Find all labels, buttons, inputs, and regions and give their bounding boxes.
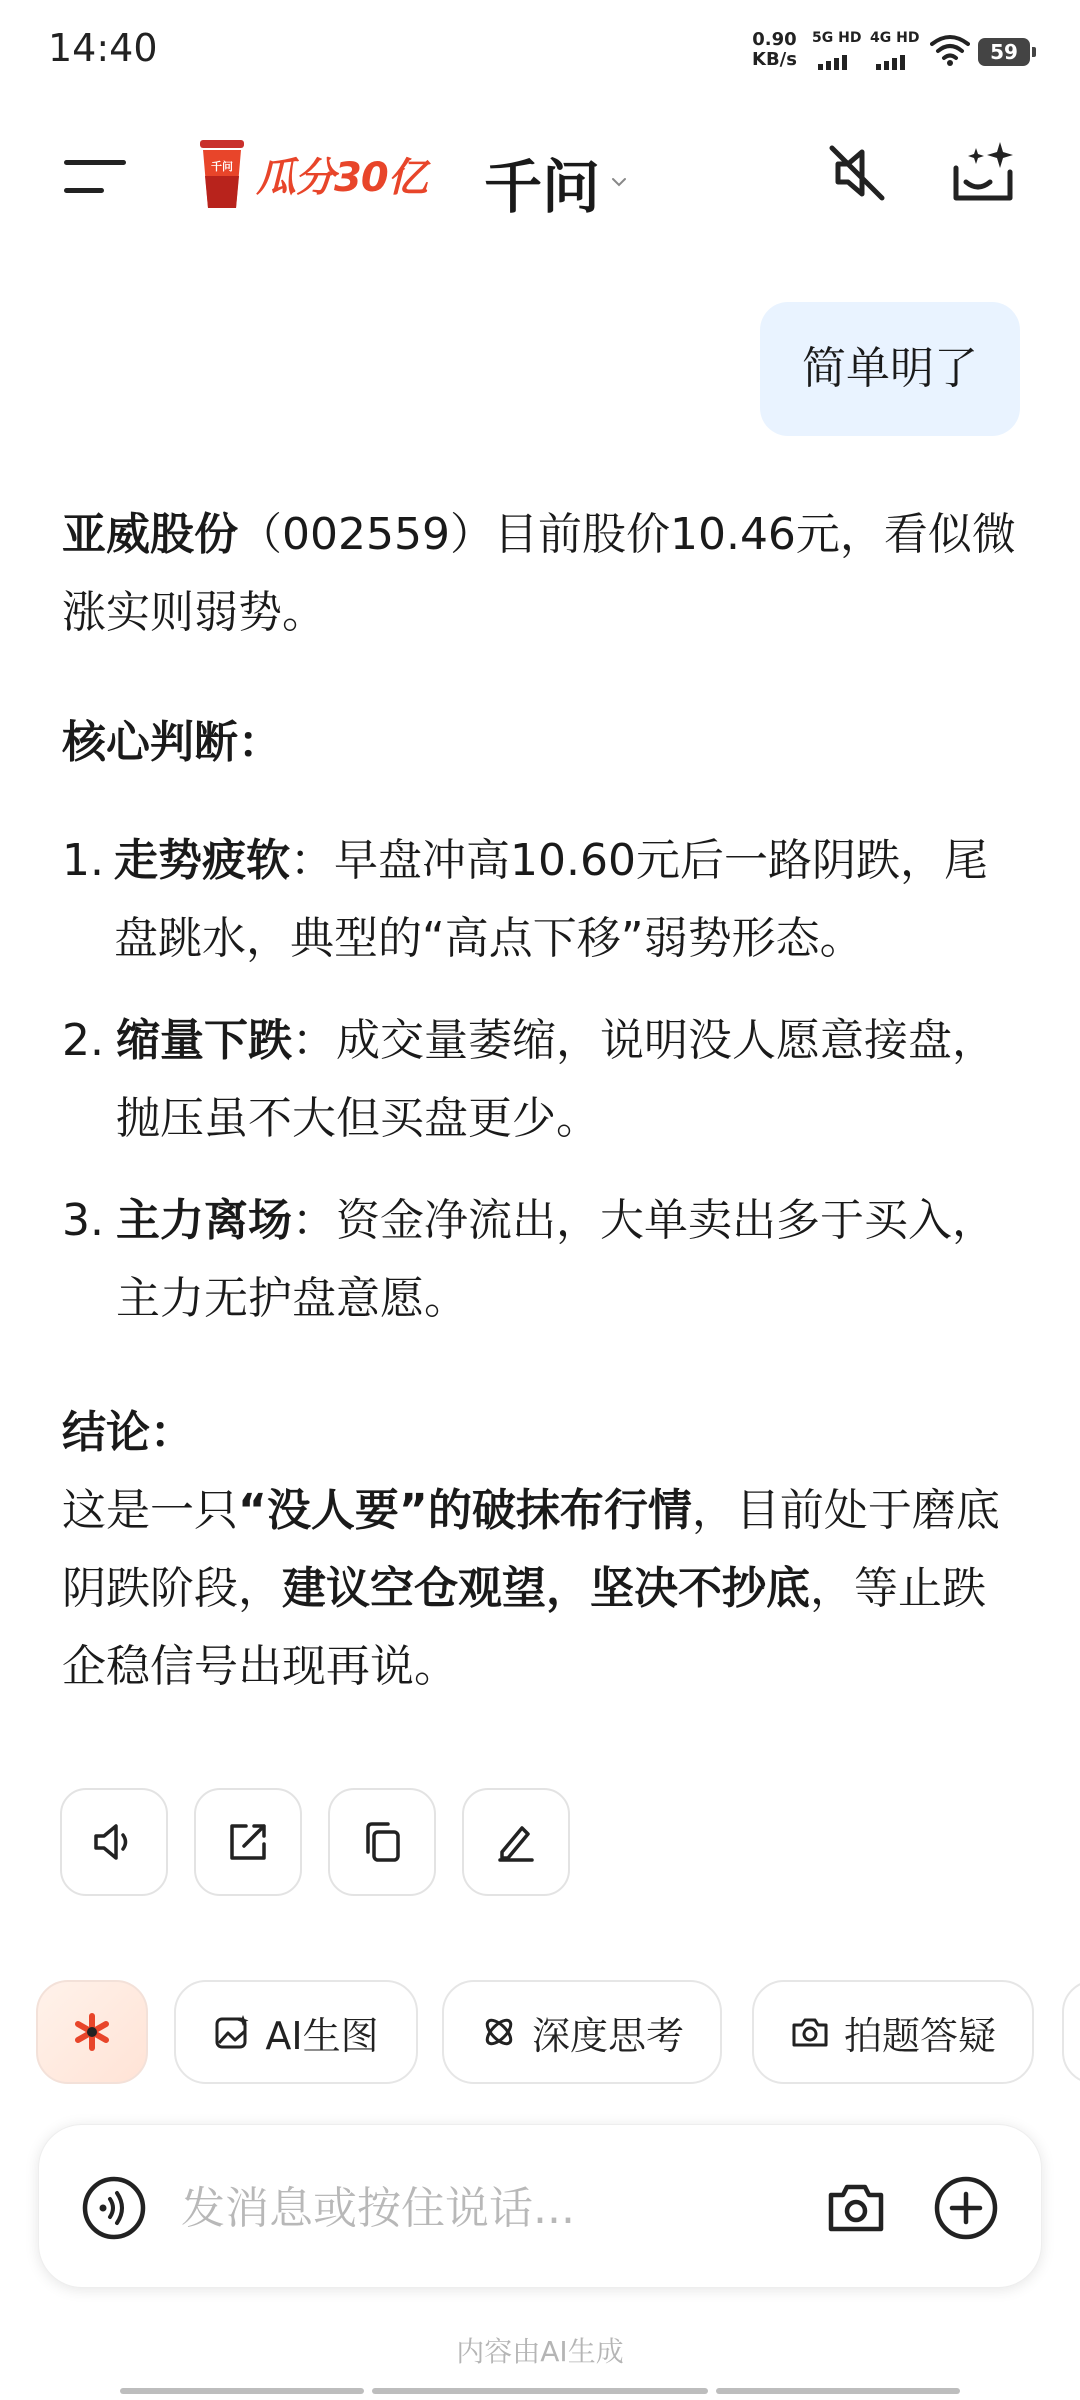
promo-text: 瓜分30亿 (256, 154, 427, 201)
ai-image-chip[interactable] (174, 1980, 418, 2084)
cup-label: 千问 (211, 160, 233, 173)
more-tool-chip[interactable] (1062, 1980, 1080, 2084)
spark-icon (70, 2010, 114, 2054)
network-speed-unit: KB/s (752, 49, 797, 70)
camera-question-icon (790, 2013, 830, 2051)
share-button[interactable] (194, 1788, 302, 1896)
copy-button[interactable] (328, 1788, 436, 1896)
quick-tools-bar (36, 1980, 1080, 2090)
wifi-icon (930, 34, 970, 66)
message-composer (38, 2124, 1042, 2288)
list-item (62, 1002, 1022, 1158)
signal-4g-icon (870, 30, 928, 70)
copy-icon (358, 1818, 406, 1866)
chevron-down-icon (610, 173, 628, 191)
ai-disclaimer: 内容由AI生成 (456, 2335, 624, 2368)
sim2-label: 4G HD (870, 30, 920, 46)
read-aloud-button[interactable] (60, 1788, 168, 1896)
list-item (62, 822, 1022, 978)
point-text: ：成交量萎缩，说明没人愿意接盘，抛压虽不大但买盘更少。 (116, 1015, 996, 1144)
menu-icon[interactable] (64, 156, 126, 196)
conclusion-highlight-2: 建议空仓观望，坚决不抄底 (282, 1563, 810, 1614)
conclusion-title: 结论： (62, 1407, 194, 1458)
point-heading: 主力离场 (116, 1195, 292, 1246)
deep-think-label: 深度思考 (531, 2013, 684, 2058)
answer-actions (60, 1788, 570, 1896)
ai-image-label: AI生图 (265, 2013, 379, 2058)
nav-bar-segment (716, 2388, 960, 2394)
conclusion-pre: 这是一只 (62, 1485, 238, 1536)
list-number: 1. (62, 835, 104, 886)
stock-name: 亚威股份 (62, 509, 238, 560)
point-text: ：早盘冲高10.60元后一路阴跌，尾盘跳水，典型的“高点下移”弱势形态。 (114, 835, 988, 964)
share-icon (224, 1818, 272, 1866)
plus-icon[interactable] (933, 2175, 999, 2241)
mute-icon[interactable] (826, 142, 888, 204)
photo-qa-label: 拍题答疑 (843, 2013, 996, 2058)
sim1-label: 5G HD (812, 30, 862, 46)
nav-bar-segment (372, 2388, 708, 2394)
image-gen-icon (213, 2013, 251, 2051)
drink-cup-icon (196, 136, 248, 212)
speaker-icon (90, 1818, 138, 1866)
app-header (0, 120, 1080, 230)
conclusion-post: ，等止跌企稳信号出现再说。 (62, 1563, 986, 1692)
edit-button[interactable] (462, 1788, 570, 1896)
status-bar (0, 0, 1080, 100)
signal-5g-icon (812, 30, 870, 70)
new-chat-icon[interactable] (948, 138, 1018, 208)
assistant-answer (62, 496, 1022, 1706)
core-judgment-title: 核心判断： (62, 717, 282, 768)
point-heading: 走势疲软 (114, 835, 290, 886)
judgment-list (62, 822, 1022, 1338)
network-speed (752, 30, 797, 70)
promo-banner[interactable] (196, 134, 427, 214)
battery-icon: 59 (978, 38, 1030, 66)
list-item (62, 1182, 1022, 1338)
deep-think-chip[interactable] (442, 1980, 722, 2084)
user-message-bubble: 简单明了 (760, 302, 1020, 436)
point-heading: 缩量下跌 (116, 1015, 292, 1066)
list-number: 3. (62, 1195, 104, 1246)
message-input[interactable] (179, 2165, 823, 2251)
app-title: 千问 (484, 153, 601, 221)
nav-bar-segment (120, 2388, 364, 2394)
list-number: 2. (62, 1015, 104, 1066)
conclusion-highlight-1: “没人要”的破抹布行情 (238, 1485, 692, 1536)
network-speed-value: 0.90 (752, 29, 797, 50)
camera-icon[interactable] (825, 2177, 887, 2239)
deep-think-icon (480, 2013, 518, 2051)
point-text: ：资金净流出，大单卖出多于买入，主力无护盘意愿。 (116, 1195, 996, 1324)
spark-tool-chip[interactable] (36, 1980, 148, 2084)
answer-intro (62, 496, 1022, 652)
status-time: 14:40 (48, 26, 158, 70)
conclusion-mid: ，目前处于磨底阴跌阶段， (62, 1485, 1000, 1614)
model-selector[interactable] (484, 140, 628, 224)
edit-icon (492, 1818, 540, 1866)
voice-icon[interactable] (81, 2175, 147, 2241)
photo-qa-chip[interactable] (752, 1980, 1034, 2084)
answer-intro-text: （002559）目前股价10.46元，看似微涨实则弱势。 (62, 509, 1016, 638)
conclusion-text (62, 1472, 1022, 1706)
